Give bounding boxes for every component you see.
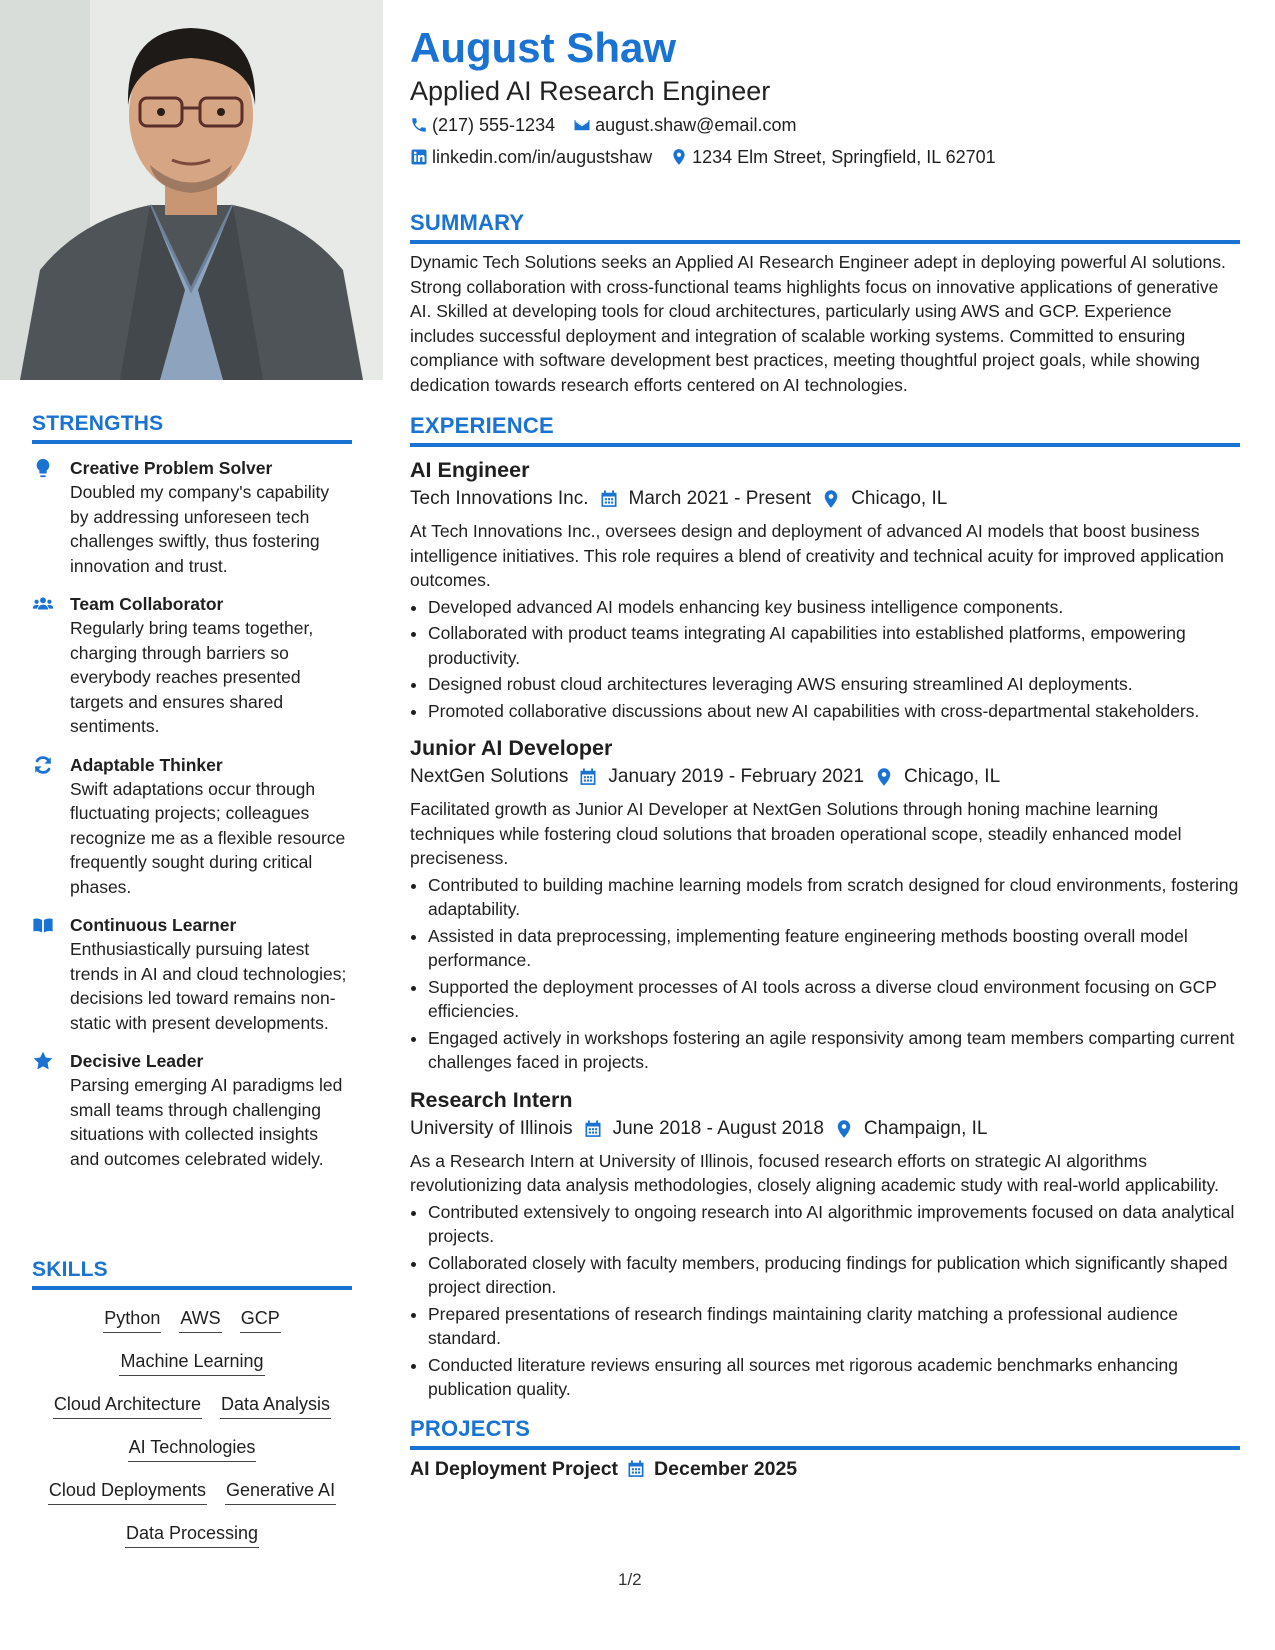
summary-section (410, 210, 1240, 397)
job-title: Junior AI Developer (410, 736, 613, 760)
page-number: 1/2 (618, 1570, 642, 1589)
job-description: At Tech Innovations Inc., oversees design and deployment of advanced AI models that boost business intelligence initiatives. This role requires a blend of creativity and technical acuity for improved application outcomes. (410, 521, 1224, 590)
calendar-icon (626, 1459, 646, 1479)
projects-section (410, 1416, 1240, 1481)
bullet-item: • Contributed to building machine learning models from scratch designed for cloud environments, fostering adaptability. (428, 873, 1240, 922)
project-entry (410, 1458, 1240, 1481)
bullet-item: • Assisted in data preprocessing, implementing feature engineering methods boosting overall model performance. (428, 924, 1240, 973)
experience-title: EXPERIENCE (410, 413, 1240, 447)
profile-photo (0, 0, 383, 380)
skill-tag: Machine Learning (119, 1349, 264, 1376)
experience-section (410, 413, 1240, 1402)
envelope-icon (573, 116, 591, 134)
job-bullets (410, 873, 1240, 1075)
map-pin-icon (834, 1119, 854, 1139)
candidate-name: August Shaw (410, 24, 677, 71)
bullet-item: • Conducted literature reviews ensuring all sources met rigorous academic benchmarks enhancing publication quality. (428, 1353, 1240, 1402)
contact-row (410, 110, 1240, 140)
skill-row (32, 1435, 352, 1462)
strengths-title: STRENGTHS (32, 412, 352, 444)
strength-title: Adaptable Thinker (70, 754, 223, 775)
calendar-icon (599, 489, 619, 509)
job-entry (410, 733, 1240, 1075)
job-dates: March 2021 - Present (628, 488, 812, 509)
phone-icon (410, 116, 428, 134)
strength-title: Decisive Leader (70, 1051, 204, 1071)
sync-icon (32, 754, 54, 776)
job-meta (410, 763, 1240, 791)
users-icon (32, 593, 54, 615)
project-date: December 2025 (654, 1457, 798, 1480)
map-pin-icon (821, 489, 841, 509)
job-company: University of Illinois (410, 1117, 573, 1139)
strength-title: Creative Problem Solver (70, 458, 273, 478)
job-description: As a Research Intern at University of Illinois, focused research efforts on strategic AI algorithms revolutionizing data analysis methodologies, closely aligning academic study with real-world applicability. (410, 1150, 1219, 1195)
job-meta (410, 485, 1240, 513)
bullet-item: • Contributed extensively to ongoing research into AI algorithmic improvements focused on data analytical projects. (428, 1200, 1240, 1249)
bullet-item: • Designed robust cloud architectures leveraging AWS ensuring streamlined AI deployments. (428, 672, 1240, 697)
job-title: AI Engineer (410, 458, 530, 482)
skills-title: SKILLS (32, 1258, 352, 1290)
skill-row (32, 1521, 352, 1548)
job-location: Chicago, IL (851, 488, 948, 509)
email-text: august.shaw@email.com (595, 115, 797, 135)
main-column (410, 22, 1240, 1481)
address-contact (670, 142, 996, 172)
strength-item (32, 1049, 352, 1171)
skill-tag: Cloud Architecture (53, 1392, 202, 1419)
skill-tag: Data Processing (125, 1521, 259, 1548)
skills-list (32, 1306, 352, 1548)
phone-text: (217) 555-1234 (432, 115, 556, 135)
strength-item (32, 456, 352, 578)
map-pin-icon (874, 767, 894, 787)
job-company: NextGen Solutions (410, 766, 569, 787)
lightbulb-icon (32, 457, 54, 479)
strength-title: Continuous Learner (70, 915, 237, 935)
bullet-item: • Promoted collaborative discussions about new AI capabilities with cross-departmental stakeholders. (428, 699, 1240, 724)
skill-tag: Python (103, 1306, 161, 1333)
linkedin-text: linkedin.com/in/augustshaw (432, 147, 653, 167)
bullet-item: • Prepared presentations of research findings maintaining clarity matching a professional audience standard. (428, 1302, 1240, 1351)
strength-desc: Regularly bring teams together, charging through barriers so everybody reaches presented targets and ensures shared sentiments. (70, 618, 314, 736)
job-dates: January 2019 - February 2021 (608, 766, 865, 787)
strength-desc: Enthusiastically pursuing latest trends in AI and cloud technologies; decisions led toward remains non-static with present developments. (70, 939, 347, 1033)
skill-tag: GCP (240, 1306, 281, 1333)
skill-tag: AWS (179, 1306, 221, 1333)
job-company: Tech Innovations Inc. (410, 488, 589, 509)
strength-item (32, 913, 352, 1035)
strength-desc: Parsing emerging AI paradigms led small teams through challenging situations with collected insights and outcomes celebrated widely. (70, 1075, 343, 1169)
job-title: Research Intern (410, 1087, 573, 1112)
star-icon (32, 1050, 54, 1072)
book-icon (32, 914, 54, 936)
bullet-item: • Supported the deployment processes of AI tools across a diverse cloud environment focusing on GCP efficiencies. (428, 975, 1240, 1024)
address-text: 1234 Elm Street, Springfield, IL 62701 (692, 147, 996, 167)
job-meta (410, 1115, 1240, 1143)
strength-item (32, 592, 352, 739)
bullet-item: • Collaborated closely with faculty members, producing findings for publication which significantly shaped project direction. (428, 1251, 1240, 1300)
email-contact[interactable] (573, 110, 796, 140)
skill-row (32, 1392, 352, 1419)
skill-tag: Data Analysis (220, 1392, 331, 1419)
job-bullets (410, 595, 1240, 724)
strength-title: Team Collaborator (70, 594, 224, 614)
strengths-section (32, 412, 352, 1171)
sidebar (0, 0, 383, 1650)
job-bullets (410, 1200, 1240, 1402)
job-location: Champaign, IL (863, 1117, 988, 1139)
summary-title: SUMMARY (410, 210, 1240, 244)
job-dates: June 2018 - August 2018 (612, 1117, 824, 1139)
skill-tag: AI Technologies (128, 1435, 257, 1462)
strength-desc: Swift adaptations occur through fluctuating projects; colleagues recognize me as a flexible resource frequently sought during critical phases. (70, 778, 346, 897)
skills-section (32, 1258, 352, 1548)
bullet-item: • Engaged actively in workshops fostering an agile responsivity among team members comparting current challenges faced in projects. (428, 1026, 1240, 1075)
calendar-icon (578, 767, 598, 787)
contact-row (410, 142, 1240, 172)
linkedin-icon (410, 148, 428, 166)
map-pin-icon (670, 148, 688, 166)
skill-row (32, 1478, 352, 1505)
summary-text: Dynamic Tech Solutions seeks an Applied AI Research Engineer adept in deploying powerful AI solutions. Strong collaboration with cross-functional teams highlights focus on innovative applications of generative AI. Skilled at developing tools for cloud architectures, particularly using AWS and GCP. Experience includes successful deployment and integration of scalable working systems. Committed to ensuring compliance with software development best practices, meeting thoughtful project goals, while showing dedication towards research efforts centered on AI technologies. (410, 252, 1226, 395)
calendar-icon (583, 1119, 603, 1139)
skill-row (32, 1306, 352, 1333)
job-location: Chicago, IL (904, 766, 1001, 787)
strength-desc: Doubled my company's capability by addressing unforeseen tech challenges swiftly, thus fostering innovation and trust. (70, 482, 330, 576)
job-entry (410, 455, 1240, 723)
skill-row (32, 1349, 352, 1376)
bullet-item: • Developed advanced AI models enhancing key business intelligence components. (428, 595, 1240, 620)
job-entry (410, 1085, 1240, 1402)
linkedin-contact[interactable] (410, 142, 652, 172)
job-description: Facilitated growth as Junior AI Developer at NextGen Solutions through honing machine learning techniques while fostering cloud solutions that broaden operational scope, steadily enhanced model preciseness. (410, 799, 1182, 868)
bullet-item: • Collaborated with product teams integrating AI capabilities into established platforms, empowering productivity. (428, 621, 1240, 670)
phone-contact[interactable] (410, 110, 555, 140)
strength-item (32, 753, 352, 900)
projects-title: PROJECTS (410, 1416, 1240, 1450)
skill-tag: Generative AI (225, 1478, 336, 1505)
candidate-role: Applied AI Research Engineer (410, 76, 771, 106)
project-name: AI Deployment Project (410, 1457, 619, 1480)
skill-tag: Cloud Deployments (48, 1478, 207, 1505)
